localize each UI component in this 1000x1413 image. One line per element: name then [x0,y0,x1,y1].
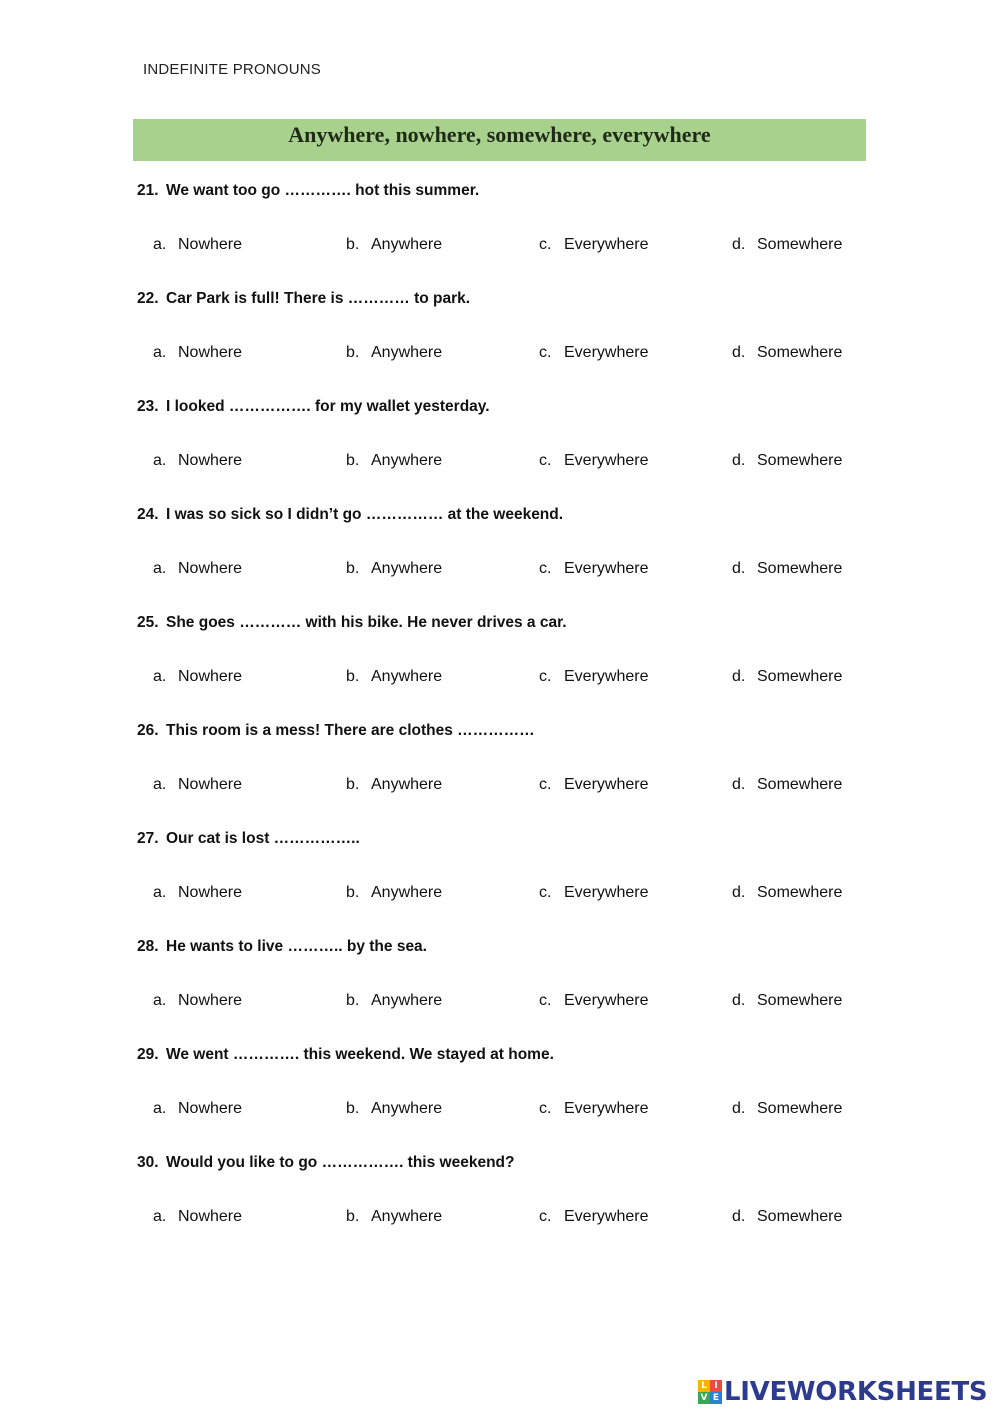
option-letter: c. [539,1100,552,1117]
answer-option[interactable] [732,1208,842,1226]
option-letter: c. [539,776,552,793]
option-letter: a. [153,668,167,685]
option-label: Anywhere [371,1100,443,1117]
option-letter: d. [732,884,746,901]
option-letter: d. [732,776,746,793]
answer-option[interactable] [153,668,242,686]
logo-letter: I [710,1380,722,1392]
option-label: Anywhere [371,236,443,253]
answer-option[interactable] [153,776,242,794]
liveworksheets-logo-icon [698,1380,722,1404]
option-letter: d. [732,1208,746,1225]
option-letter: a. [153,344,167,361]
option-label: Nowhere [178,1208,243,1225]
question-text: Car Park is full! There is ………… to park. [166,290,471,307]
answer-option[interactable] [539,668,648,686]
worksheet-topic-label: INDEFINITE PRONOUNS [143,61,321,78]
answer-option[interactable] [732,884,842,902]
option-letter: c. [539,344,552,361]
option-label: Anywhere [371,884,443,901]
question-item [137,722,877,830]
answer-option[interactable] [539,884,648,902]
question-text-line [137,614,567,632]
option-label: Somewhere [757,776,843,793]
question-item [137,1154,877,1262]
option-letter: d. [732,992,746,1009]
answer-option[interactable] [153,1100,242,1118]
answer-option[interactable] [346,236,442,254]
answer-options [137,992,877,1014]
question-text-line [137,722,535,740]
option-letter: c. [539,668,552,685]
answer-option[interactable] [346,1100,442,1118]
question-number: 21. [137,182,159,199]
answer-options [137,452,877,474]
option-letter: b. [346,776,360,793]
question-text-line [137,1046,554,1064]
answer-option[interactable] [732,668,842,686]
option-label: Anywhere [371,1208,443,1225]
option-label: Nowhere [178,560,243,577]
question-text-line [137,290,470,308]
question-text-line [137,506,563,524]
liveworksheets-brand [698,1378,987,1406]
option-letter: c. [539,992,552,1009]
answer-option[interactable] [732,992,842,1010]
question-text: Would you like to go ……………. this weekend? [166,1154,515,1171]
option-label: Everywhere [564,776,649,793]
answer-option[interactable] [153,560,242,578]
option-letter: b. [346,1100,360,1117]
option-letter: a. [153,776,167,793]
question-number: 22. [137,290,159,307]
question-item [137,182,877,290]
logo-letter: E [710,1392,722,1404]
option-label: Nowhere [178,236,243,253]
option-label: Nowhere [178,884,243,901]
question-item [137,938,877,1046]
answer-option[interactable] [153,344,242,362]
answer-option[interactable] [539,776,648,794]
option-letter: c. [539,236,552,253]
option-label: Anywhere [371,668,443,685]
answer-options [137,344,877,366]
answer-options [137,1208,877,1230]
option-label: Everywhere [564,668,649,685]
option-letter: b. [346,452,360,469]
option-label: Nowhere [178,668,243,685]
option-label: Nowhere [178,992,243,1009]
answer-option[interactable] [346,992,442,1010]
answer-options [137,1100,877,1122]
answer-option[interactable] [153,452,242,470]
option-letter: d. [732,668,746,685]
answer-options [137,776,877,798]
answer-options [137,884,877,906]
question-text: Our cat is lost …………….. [166,830,360,847]
option-letter: d. [732,1100,746,1117]
option-label: Nowhere [178,776,243,793]
answer-options [137,668,877,690]
answer-option[interactable] [539,236,648,254]
option-label: Everywhere [564,560,649,577]
answer-option[interactable] [346,884,442,902]
option-label: Somewhere [757,884,843,901]
option-label: Somewhere [757,344,843,361]
logo-letter: L [698,1380,710,1392]
answer-option[interactable] [732,560,842,578]
option-letter: c. [539,884,552,901]
question-text: We want too go …………. hot this summer. [166,182,480,199]
question-text-line [137,182,479,200]
option-label: Somewhere [757,992,843,1009]
question-text: He wants to live ……….. by the sea. [166,938,427,955]
answer-option[interactable] [539,560,648,578]
option-label: Nowhere [178,452,243,469]
answer-option[interactable] [732,1100,842,1118]
question-list [137,182,877,1262]
option-label: Everywhere [564,452,649,469]
brand-wordmark: LIVEWORKSHEETS [724,1377,988,1407]
option-label: Anywhere [371,452,443,469]
option-label: Somewhere [757,452,843,469]
option-label: Everywhere [564,884,649,901]
option-letter: a. [153,560,167,577]
answer-options [137,236,877,258]
option-letter: a. [153,1208,167,1225]
answer-option[interactable] [346,452,442,470]
question-number: 29. [137,1046,159,1063]
option-letter: d. [732,560,746,577]
question-number: 27. [137,830,159,847]
answer-option[interactable] [153,1208,242,1226]
question-text-line [137,398,490,416]
answer-option[interactable] [539,452,648,470]
answer-options [137,560,877,582]
answer-option[interactable] [539,1100,648,1118]
option-letter: b. [346,992,360,1009]
option-letter: c. [539,452,552,469]
question-text: This room is a mess! There are clothes …………… [166,722,535,739]
question-number: 30. [137,1154,159,1171]
option-letter: c. [539,1208,552,1225]
option-letter: b. [346,1208,360,1225]
answer-option[interactable] [346,344,442,362]
option-letter: a. [153,452,167,469]
answer-option[interactable] [732,776,842,794]
option-letter: b. [346,236,360,253]
answer-option[interactable] [153,884,242,902]
option-label: Everywhere [564,236,649,253]
answer-option[interactable] [539,344,648,362]
option-letter: b. [346,344,360,361]
title-banner [133,119,866,161]
answer-option[interactable] [153,236,242,254]
option-label: Everywhere [564,992,649,1009]
answer-option[interactable] [732,452,842,470]
option-label: Anywhere [371,776,443,793]
question-text-line [137,830,360,848]
option-letter: b. [346,668,360,685]
question-item [137,614,877,722]
question-text: She goes ………… with his bike. He never drives a car. [166,614,567,631]
answer-option[interactable] [539,1208,648,1226]
option-letter: b. [346,560,360,577]
option-letter: b. [346,884,360,901]
question-number: 28. [137,938,159,955]
option-label: Anywhere [371,992,443,1009]
question-text: I looked ……………. for my wallet yesterday. [166,398,490,415]
option-letter: a. [153,884,167,901]
answer-option[interactable] [732,236,842,254]
question-item [137,290,877,398]
question-text: We went …………. this weekend. We stayed at home. [166,1046,554,1063]
option-label: Nowhere [178,1100,243,1117]
option-label: Nowhere [178,344,243,361]
option-letter: a. [153,1100,167,1117]
option-letter: c. [539,560,552,577]
question-text-line [137,1154,515,1172]
option-label: Everywhere [564,1100,649,1117]
option-letter: d. [732,452,746,469]
option-label: Everywhere [564,1208,649,1225]
page-title: Anywhere, nowhere, somewhere, everywhere [288,122,711,147]
question-number: 25. [137,614,159,631]
option-letter: d. [732,236,746,253]
answer-option[interactable] [346,776,442,794]
answer-option[interactable] [153,992,242,1010]
question-item [137,830,877,938]
option-label: Somewhere [757,560,843,577]
answer-option[interactable] [346,668,442,686]
option-label: Somewhere [757,236,843,253]
question-text-line [137,938,427,956]
option-label: Somewhere [757,668,843,685]
question-item [137,398,877,506]
question-text: I was so sick so I didn’t go …………… at the weekend. [166,506,564,523]
question-number: 23. [137,398,159,415]
answer-option[interactable] [539,992,648,1010]
answer-option[interactable] [346,1208,442,1226]
question-number: 24. [137,506,159,523]
question-number: 26. [137,722,159,739]
option-label: Anywhere [371,560,443,577]
question-item [137,506,877,614]
question-item [137,1046,877,1154]
option-letter: d. [732,344,746,361]
option-label: Somewhere [757,1208,843,1225]
logo-letter: V [698,1392,710,1404]
option-label: Everywhere [564,344,649,361]
answer-option[interactable] [732,344,842,362]
option-label: Somewhere [757,1100,843,1117]
option-letter: a. [153,992,167,1009]
option-letter: a. [153,236,167,253]
option-label: Anywhere [371,344,443,361]
answer-option[interactable] [346,560,442,578]
